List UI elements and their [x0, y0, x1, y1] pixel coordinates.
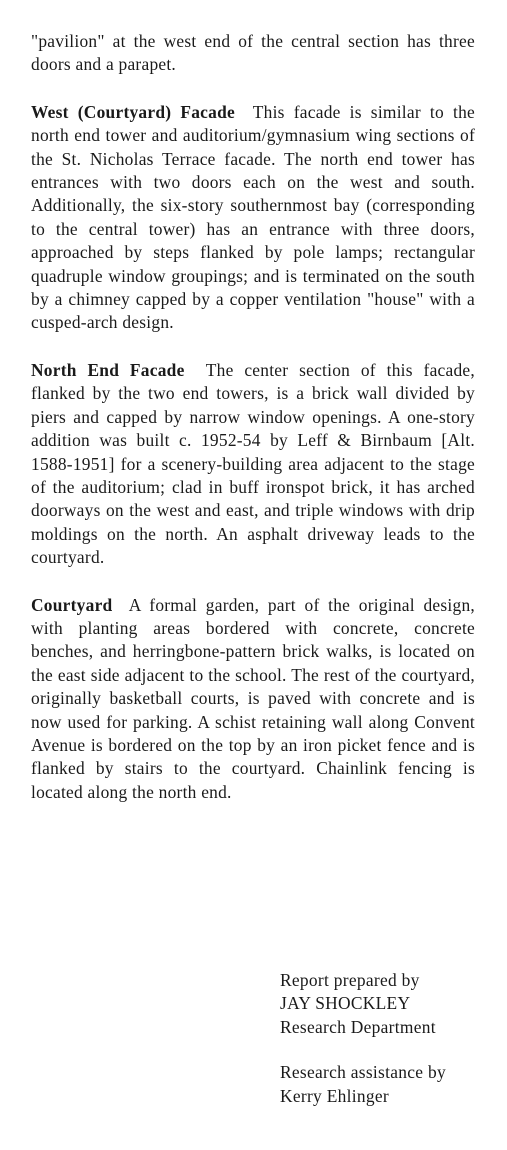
document-body — [31, 30, 475, 804]
section-body: A formal garden, part of the original design, with planting areas bordered with concrete, concrete benches, and herringbone-pattern brick walks, is located on the east side adjacent to the school. The rest of the courtyard, originally basketball courts, is paved with concrete and is now used for parking. A schist retaining wall along Convent Avenue is bordered on the top by an iron picket fence and is flanked by stairs to the courtyard. Chainlink fencing is located along the north end. — [31, 594, 475, 802]
section-body: The center section of this facade, flanked by the two end towers, is a brick wall divided by piers and capped by narrow window openings. A one-story addition was built c. 1952-54 by Leff & Birnbaum [Alt. 1588-1951] for a scenery-building area adjacent to the stage of the auditorium; clad in buff ironspot brick, it has arched doorways on the west and east, and triple windows with drip moldings on the north. An asphalt driveway leads to the courtyard. — [31, 359, 475, 568]
report-credits — [280, 969, 490, 1108]
section-courtyard — [31, 594, 475, 805]
opening-paragraph: "pavilion" at the west end of the central section has three doors and a parapet. — [31, 31, 475, 75]
section-heading: West (Courtyard) Facade — [31, 101, 235, 122]
section-north-end-facade — [31, 359, 475, 570]
author-department: Research Department — [280, 1016, 436, 1037]
assistant-name: Kerry Ehlinger — [280, 1085, 389, 1106]
section-west-courtyard-facade — [31, 101, 475, 335]
section-heading: Courtyard — [31, 594, 113, 615]
paragraph-gap — [31, 335, 475, 359]
section-heading: North End Facade — [31, 359, 185, 380]
prepared-by-label: Report prepared by — [280, 970, 420, 990]
paragraph-gap — [31, 77, 475, 101]
assistance-label: Research assistance by — [280, 1062, 446, 1083]
paragraph-gap — [31, 570, 475, 594]
credits-gap — [280, 1039, 490, 1061]
section-body: This facade is similar to the north end tower and auditorium/gymnasium wing sections of the St. Nicholas Terrace facade. The north end tower has entrances with two doors each on the west and south. Additionally, the six-story southernmost bay (corresponding to the central tower) has an entrance with three doors, approached by steps flanked by pole lamps; rectangular quadruple window groupings; and is terminated on the south by a chimney capped by a copper ventilation "house" with a cusped-arch design. — [31, 101, 475, 333]
author-name: JAY SHOCKLEY — [280, 993, 411, 1014]
